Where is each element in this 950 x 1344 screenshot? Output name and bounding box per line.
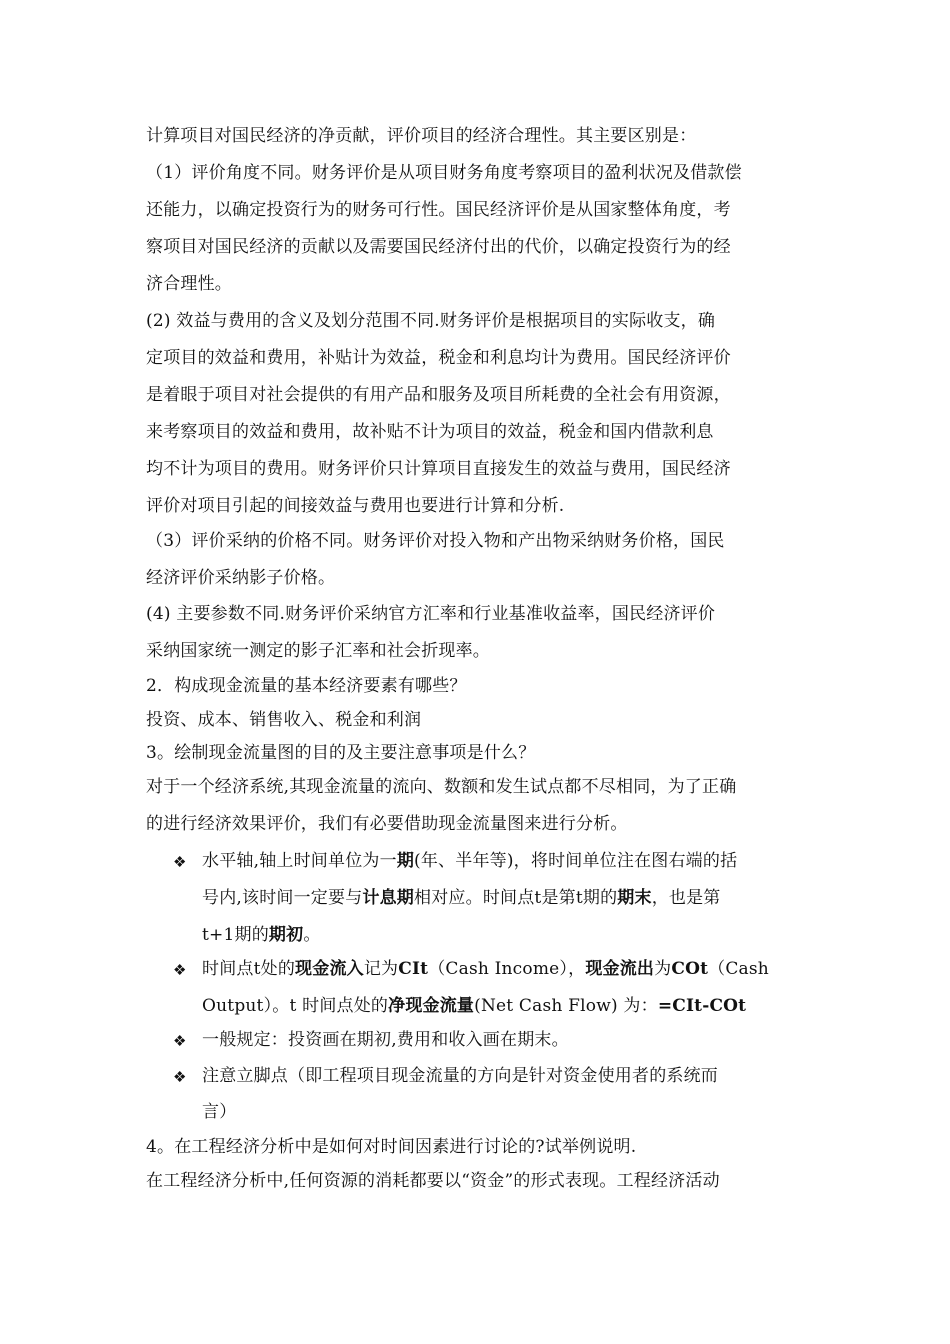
text-line: 是着眼于项目对社会提供的有用产品和服务及项目所耗费的全社会有用资源，	[146, 385, 731, 405]
diamond-bullet-icon: ❖	[173, 1032, 187, 1050]
bullet-item-1-cont: 号内,该时间一定要与计息期相对应。时间点t是第t期的期末，也是第	[202, 888, 721, 908]
text-line: 还能力，以确定投资行为的财务可行性。国民经济评价是从国家整体角度，考	[146, 200, 731, 220]
question-heading: 3。绘制现金流量图的目的及主要注意事项是什么？	[146, 743, 536, 763]
text-line: 来考察项目的效益和费用，故补贴不计为项目的效益，税金和国内借款利息	[146, 422, 714, 442]
bullet-item-4-cont: 言）	[202, 1102, 237, 1122]
diamond-bullet-icon: ❖	[173, 1068, 187, 1086]
text-line: 计算项目对国民经济的净贡献，评价项目的经济合理性。其主要区别是：	[146, 126, 697, 146]
text-line: (2) 效益与费用的含义及划分范围不同.财务评价是根据项目的实际收支，确	[146, 311, 716, 331]
text-line: （1）评价角度不同。财务评价是从项目财务角度考察项目的盈利状况及借款偿	[146, 163, 742, 183]
question-heading: 2．构成现金流量的基本经济要素有哪些？	[146, 676, 467, 696]
bullet-item-1: 水平轴,轴上时间单位为一期(年、半年等)，将时间单位注在图右端的括	[202, 851, 738, 871]
text-line: 察项目对国民经济的贡献以及需要国民经济付出的代价，以确定投资行为的经	[146, 237, 731, 257]
text-line: 采纳国家统一测定的影子汇率和社会折现率。	[146, 641, 490, 661]
bullet-item-3: 一般规定：投资画在期初,费用和收入画在期末。	[202, 1030, 569, 1050]
text-line: 对于一个经济系统,其现金流量的流向、数额和发生试点都不尽相同，为了正确	[146, 777, 737, 797]
diamond-bullet-icon: ❖	[173, 961, 187, 979]
bullet-item-1-cont: t+1期的期初。	[202, 925, 321, 945]
text-line: 的进行经济效果评价，我们有必要借助现金流量图来进行分析。	[146, 814, 628, 834]
text-line: （3）评价采纳的价格不同。财务评价对投入物和产出物采纳财务价格，国民	[146, 531, 725, 551]
text-line: 评价对项目引起的间接效益与费用也要进行计算和分析.	[146, 496, 565, 516]
text-line: 经济评价采纳影子价格。	[146, 568, 336, 588]
text-line: 在工程经济分析中,任何资源的消耗都要以“资金”的形式表现。工程经济活动	[146, 1171, 720, 1191]
diamond-bullet-icon: ❖	[173, 853, 187, 871]
bullet-item-2-cont: Output）。t 时间点处的净现金流量(Net Cash Flow) 为：=CIt-COt	[202, 996, 747, 1016]
question-heading: 4。在工程经济分析中是如何对时间因素进行讨论的?试举例说明.	[146, 1137, 637, 1157]
text-line: 投资、成本、销售收入、税金和利润	[146, 710, 422, 730]
bullet-item-4: 注意立脚点（即工程项目现金流量的方向是针对资金使用者的系统而	[202, 1066, 718, 1086]
bullet-item-2: 时间点t处的现金流入记为CIt（Cash Income），现金流出为COt（Cash	[202, 959, 769, 979]
text-line: (4) 主要参数不同.财务评价采纳官方汇率和行业基准收益率，国民经济评价	[146, 604, 716, 624]
text-line: 济合理性。	[146, 274, 232, 294]
text-line: 均不计为项目的费用。财务评价只计算项目直接发生的效益与费用，国民经济	[146, 459, 731, 479]
text-line: 定项目的效益和费用，补贴计为效益，税金和利息均计为费用。国民经济评价	[146, 348, 731, 368]
